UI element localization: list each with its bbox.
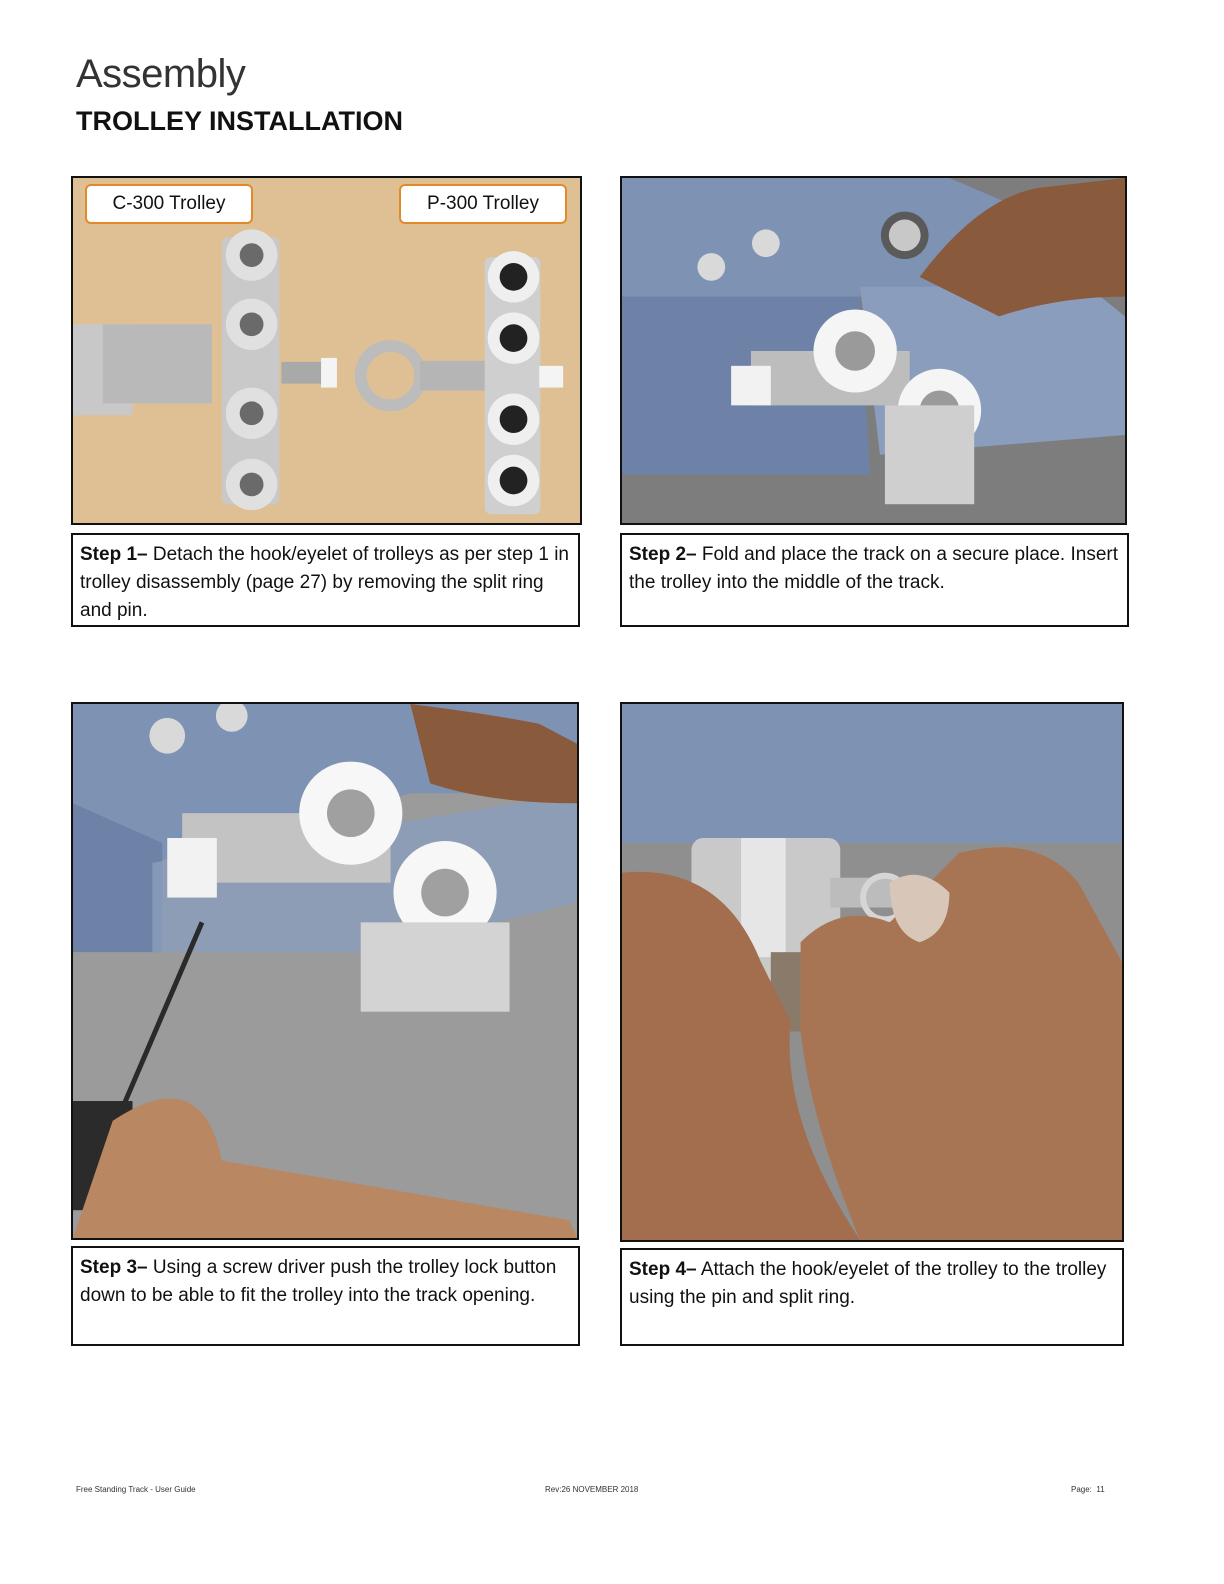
track-insert-image	[622, 178, 1125, 523]
step-3-text: Using a screw driver push the trolley lock button down to be able to fit the trolley into the track opening.	[80, 1257, 557, 1306]
step-1-label: Step 1–	[80, 544, 148, 565]
step-2-caption	[620, 533, 1129, 627]
step-3-label: Step 3–	[80, 1257, 148, 1278]
step-4-label: Step 4–	[629, 1259, 697, 1280]
page-title: TROLLEY INSTALLATION	[76, 106, 403, 136]
step-3-photo	[71, 702, 579, 1240]
step-3-caption	[71, 1246, 580, 1346]
step-4-photo	[620, 702, 1124, 1242]
c300-trolley-label: C-300 Trolley	[85, 184, 253, 224]
step-1-text: Detach the hook/eyelet of trolleys as per step 1 in trolley disassembly (page 27) by removing the split ring and pin.	[80, 544, 569, 621]
step-1-caption	[71, 533, 580, 627]
footer-page-number: 11	[1096, 1485, 1105, 1494]
footer-page-label: Page:	[1071, 1485, 1092, 1494]
step-1-photo	[71, 176, 582, 525]
step-4-caption	[620, 1248, 1124, 1346]
footer-page	[1071, 1485, 1105, 1494]
pin-attach-image	[622, 704, 1122, 1240]
footer-doc-title: Free Standing Track - User Guide	[76, 1485, 196, 1494]
step-2-text: Fold and place the track on a secure place. Insert the trolley into the middle of the track.	[629, 544, 1118, 593]
screwdriver-image	[73, 704, 577, 1238]
trolleys-image	[73, 178, 580, 523]
p300-trolley-label: P-300 Trolley	[399, 184, 567, 224]
footer-revision: Rev:26 NOVEMBER 2018	[545, 1485, 639, 1494]
step-2-photo	[620, 176, 1127, 525]
section-title: Assembly	[76, 52, 246, 96]
step-4-text: Attach the hook/eyelet of the trolley to the trolley using the pin and split ring.	[629, 1259, 1107, 1308]
step-2-label: Step 2–	[629, 544, 697, 565]
